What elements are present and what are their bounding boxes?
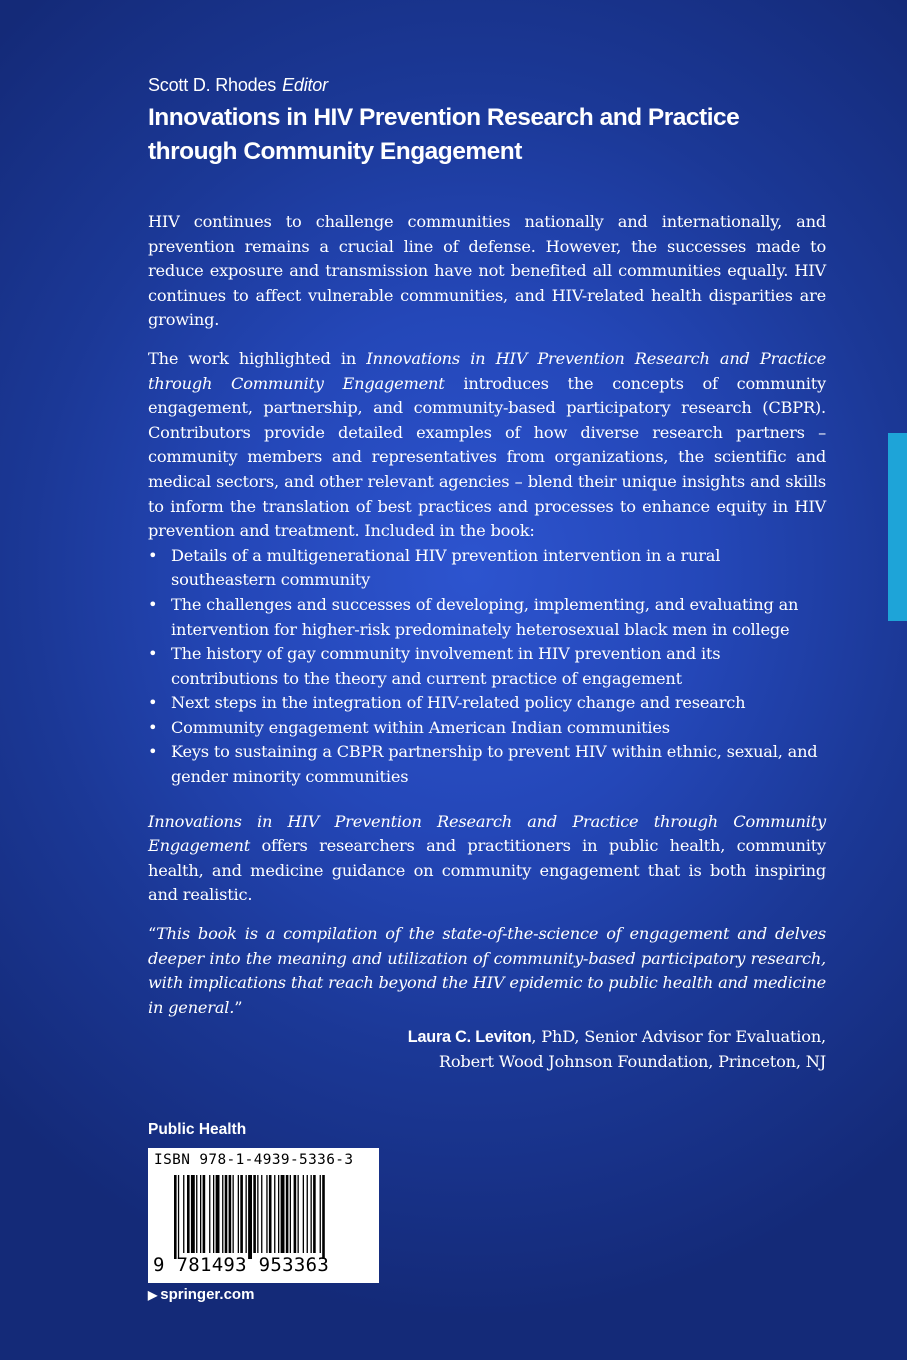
list-item <box>148 593 826 642</box>
isbn-label: ISBN 978-1-4939-5336-3 <box>154 1152 354 1168</box>
barcode-bar <box>225 1175 228 1253</box>
quote-attribution <box>148 1025 826 1074</box>
barcode-bar <box>266 1175 267 1253</box>
quote-open-mark: “ <box>148 924 157 944</box>
list-item-text: Next steps in the integration of HIV-related policy change and research <box>171 693 746 713</box>
barcode-bar <box>320 1175 321 1253</box>
barcode-bar <box>229 1175 232 1253</box>
barcode-bar <box>290 1175 291 1253</box>
barcode-bar <box>322 1175 325 1259</box>
editor-role: Editor <box>282 75 328 95</box>
list-item <box>148 691 826 716</box>
attribution-line-1 <box>148 1025 826 1050</box>
barcode-bar <box>286 1175 289 1253</box>
barcode-bar <box>238 1175 239 1253</box>
barcode-bar <box>216 1175 220 1253</box>
attribution-line-2: Robert Wood Johnson Foundation, Princeton, NJ <box>438 1052 826 1071</box>
paragraph-work-prefix: The work highlighted in <box>148 348 367 368</box>
list-item-text: The challenges and successes of developing, implementing, and evaluating an intervention for higher-risk predominately heterosexual black men in college <box>171 594 799 639</box>
barcode-bar <box>222 1175 223 1253</box>
barcode-bar <box>257 1175 258 1253</box>
barcode-bar <box>233 1175 234 1253</box>
list-item-text: Community engagement within American Indian communities <box>171 717 670 737</box>
bullet-icon: • <box>148 545 158 565</box>
paragraph-work <box>148 347 826 544</box>
bullet-icon: • <box>148 717 158 737</box>
editor-credit <box>148 75 328 96</box>
barcode-bar <box>278 1175 279 1253</box>
publisher-website <box>148 1286 254 1303</box>
barcode-bar <box>203 1175 206 1253</box>
description <box>148 210 826 1075</box>
list-item <box>148 642 826 691</box>
ean-digits: 9 781493 953363 <box>153 1254 330 1276</box>
barcode-bar <box>200 1175 201 1253</box>
barcode-bar <box>269 1175 272 1253</box>
quote-close-mark: ” <box>234 997 243 1017</box>
barcode-bar <box>178 1175 179 1259</box>
color-tab <box>888 433 907 621</box>
paragraph-summary <box>148 810 826 908</box>
barcode-bar <box>261 1175 262 1253</box>
website-text: springer.com <box>160 1286 255 1303</box>
barcode <box>148 1148 379 1283</box>
endorsement-quote <box>148 922 826 1020</box>
barcode-bar <box>240 1175 243 1253</box>
editor-name: Scott D. Rhodes <box>148 75 277 95</box>
category-label: Public Health <box>148 1121 247 1138</box>
barcode-bar <box>253 1175 256 1253</box>
list-item-text: Details of a multigenerational HIV prevention intervention in a rural southeastern community <box>171 545 721 590</box>
bullet-icon: • <box>148 693 158 713</box>
list-item <box>148 716 826 741</box>
barcode-bar <box>191 1175 195 1253</box>
barcode-bar <box>294 1175 297 1253</box>
barcode-bar <box>313 1175 316 1253</box>
book-title: Innovations in HIV Prevention Research and Practice through Community Engagement <box>148 104 740 165</box>
bullet-icon: • <box>148 742 158 762</box>
paragraph-intro: HIV continues to challenge communities nationally and internationally, and prevention remains a crucial line of defense. However, the successes made to reduce exposure and transmission have not benefited all communities equally. HIV continues to affect vulnerable communities, and HIV-related health disparities are growing. <box>148 212 826 330</box>
barcode-bar <box>311 1175 312 1253</box>
barcode-bar <box>274 1175 275 1253</box>
barcode-bar <box>187 1175 190 1253</box>
barcode-bar <box>213 1175 214 1253</box>
bullet-icon: • <box>148 644 158 664</box>
arrow-icon: ▶ <box>148 1288 158 1302</box>
paragraph-work-title: Innovations in HIV Prevention Research and Practice through Community Engagement <box>148 348 826 393</box>
bullet-list <box>148 544 826 790</box>
barcode-bar <box>209 1175 210 1253</box>
list-item <box>148 740 826 789</box>
list-item-text: The history of gay community involvement in HIV prevention and its contributions to the theory and current practice of engagement <box>171 644 721 688</box>
barcode-bar <box>174 1175 177 1259</box>
paragraph-work-suffix: introduces the concepts of community engagement, partnership, and community-based participatory research (CBPR). Contributors provide detailed examples of how diverse research partners – community members and representatives from organizations, the scientific and medical sectors, and other relevant agencies – blend their unique insights and skills to inform the translation of best practices and processes to enhance equity in HIV prevention and treatment. Included in the book: <box>148 373 826 541</box>
bullet-icon: • <box>148 594 158 614</box>
barcode-bar <box>183 1175 184 1253</box>
barcode-bar <box>196 1175 197 1253</box>
list-item <box>148 544 826 593</box>
paragraph-summary-suffix: offers researchers and practitioners in public health, community health, and medicine guidance on community engagement that is both inspiring and realistic. <box>148 836 826 905</box>
barcode-bar <box>307 1175 308 1253</box>
list-item-text: Keys to sustaining a CBPR partnership to prevent HIV within ethnic, sexual, and gender minority communities <box>171 742 818 787</box>
barcode-bar <box>281 1175 285 1253</box>
barcode-bar <box>246 1175 247 1253</box>
barcode-bar <box>303 1175 304 1253</box>
quote-text: This book is a compilation of the state-of-the-science of engagement and delves deeper into the meaning and utilization of community-based participatory research, with implications that reach beyond the HIV epidemic to public health and medicine in general. <box>148 924 826 1017</box>
barcode-bar <box>248 1175 252 1259</box>
attribution-title: , PhD, Senior Advisor for Evaluation, <box>531 1027 826 1047</box>
paragraph-summary-title: Innovations in HIV Prevention Research and Practice through Community Engagement <box>148 811 826 856</box>
attribution-name: Laura C. Leviton <box>407 1028 532 1047</box>
barcode-bar <box>298 1175 299 1253</box>
